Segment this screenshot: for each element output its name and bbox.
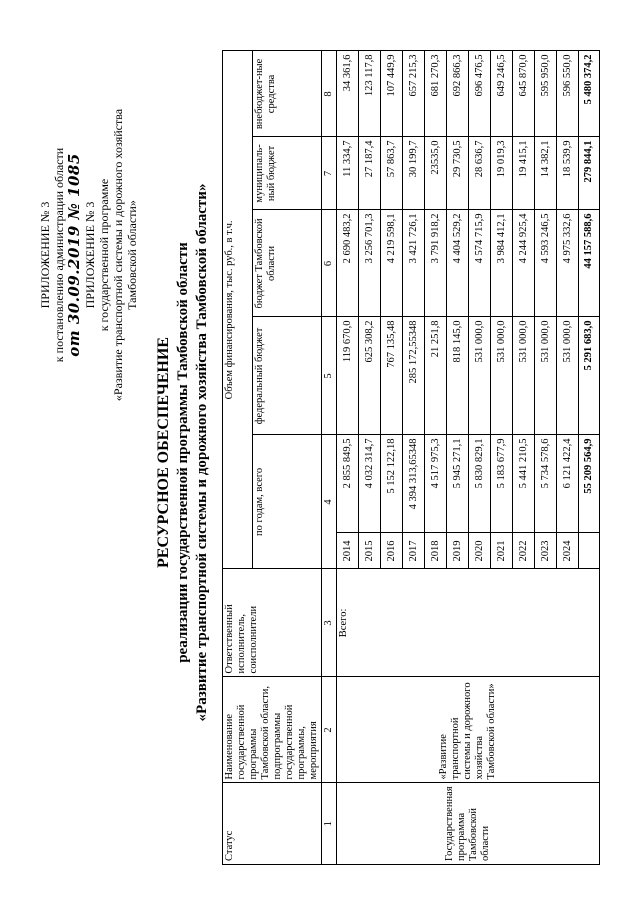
municipal-cell: 19 415,1 [513,137,535,210]
header-status: Статус [223,783,322,865]
resolution-ref: к постановлению администрации области [52,147,66,363]
regional-cell: 3 984 412,1 [491,210,513,317]
title-line-1: РЕСУРСНОЕ ОБЕСПЕЧЕНИЕ [155,337,172,568]
total-cell: 4 517 975,3 [425,435,447,533]
header-name: Наименование государственной программы Тамбовской области, подпрограммы государственной программы, мероприятия [223,677,322,783]
handwritten-date-number: от 30.09.2019 № 1085 [65,153,83,357]
federal-cell: 625 308,2 [359,317,381,435]
col-number: 4 [322,435,337,569]
federal-cell: 119 670,0 [337,317,359,435]
federal-cell: 767 135,48 [381,317,403,435]
year-cell: 2023 [535,533,557,569]
appendix-label-2: ПРИЛОЖЕНИЕ № 3 [83,201,97,309]
extra-cell: 596 550,0 [557,51,579,137]
regional-cell: 4 593 246,5 [535,210,557,317]
col-number: 5 [322,317,337,435]
year-cell: 2021 [491,533,513,569]
col-number: 6 [322,210,337,317]
federal-cell: 818 145,0 [447,317,469,435]
municipal-cell: 28 636,7 [469,137,491,210]
total-cell: 5 830 829,1 [469,435,491,533]
year-cell: 2019 [447,533,469,569]
grand-total-cell: 55 209 564,9 [579,435,600,533]
year-cell: 2022 [513,533,535,569]
municipal-cell: 14 382,1 [535,137,557,210]
municipal-cell: 11 334,7 [337,137,359,210]
grand-municipal-cell: 279 844,1 [579,137,600,210]
federal-cell: 531 000,0 [469,317,491,435]
municipal-cell: 18 539,9 [557,137,579,210]
appendix-header [38,40,139,470]
regional-cell: 4 219 598,1 [381,210,403,317]
total-cell: 2 855 849,5 [337,435,359,533]
program-name-line1: «Развитие транспортной системы и дорожного хозяйства [111,108,125,402]
year-cell-empty [579,533,600,569]
total-cell: 4 394 313,65348 [403,435,425,533]
header-row-1 [223,51,253,865]
program-name-line2: Тамбовской области» [125,200,139,310]
title-line-3: «Развитие транспортной системы и дорожного хозяйства Тамбовской области» [194,183,210,722]
extra-cell: 681 270,3 [425,51,447,137]
extra-cell: 645 870,0 [513,51,535,137]
program-name-cell: «Развитие транспортной системы и дорожного хозяйства Тамбовской области» [337,677,600,783]
year-cell: 2014 [337,533,359,569]
grand-extra-cell: 5 480 374,2 [579,51,600,137]
col-number: 7 [322,137,337,210]
extra-cell: 649 246,5 [491,51,513,137]
total-cell: 4 032 314,7 [359,435,381,533]
col-number: 3 [322,569,337,677]
extra-cell: 595 950,0 [535,51,557,137]
funding-table [222,50,600,865]
regional-cell: 4 404 529,2 [447,210,469,317]
year-cell: 2018 [425,533,447,569]
regional-cell: 4 975 332,6 [557,210,579,317]
col-number: 2 [322,677,337,783]
status-cell: Государственная программа Тамбовской области [337,783,600,865]
regional-cell: 3 256 701,3 [359,210,381,317]
year-cell: 2024 [557,533,579,569]
total-cell: 5 734 578,6 [535,435,557,533]
appendix-label: ПРИЛОЖЕНИЕ № 3 [38,201,52,309]
header-by-years: по годам, всего [253,435,322,569]
regional-cell: 4 244 925,4 [513,210,535,317]
municipal-cell: 29 730,5 [447,137,469,210]
municipal-cell: 57 863,7 [381,137,403,210]
extra-cell: 123 117,8 [359,51,381,137]
total-cell: 5 183 677,9 [491,435,513,533]
document-title [154,0,212,905]
federal-cell: 531 000,0 [557,317,579,435]
year-cell: 2020 [469,533,491,569]
extra-cell: 657 215,3 [403,51,425,137]
table-row [337,51,359,865]
federal-cell: 285 172,55348 [403,317,425,435]
federal-cell: 531 000,0 [513,317,535,435]
extra-cell: 696 476,5 [469,51,491,137]
municipal-cell: 27 187,4 [359,137,381,210]
federal-cell: 531 000,0 [491,317,513,435]
executor-cell: Всего: [337,569,600,677]
program-ref: к государственной программе [97,178,111,332]
title-line-2: реализации государственной программы Тамбовской области [175,242,191,663]
extra-cell: 34 361,6 [337,51,359,137]
total-cell: 5 152 122,18 [381,435,403,533]
regional-cell: 4 574 715,9 [469,210,491,317]
header-federal: федеральный бюджет [253,317,322,435]
extra-cell: 692 866,3 [447,51,469,137]
year-cell: 2015 [359,533,381,569]
header-volume: Объем финансирования, тыс. руб., в т.ч. [223,51,253,569]
municipal-cell: 23535,0 [425,137,447,210]
total-cell: 6 121 422,4 [557,435,579,533]
extra-cell: 107 449,9 [381,51,403,137]
grand-federal-cell: 5 291 683,0 [579,317,600,435]
total-cell: 5 945 271,1 [447,435,469,533]
municipal-cell: 30 199,7 [403,137,425,210]
header-municipal: муниципаль-ный бюджет [253,137,322,210]
col-number: 1 [322,783,337,865]
regional-cell: 3 791 918,2 [425,210,447,317]
header-executor: Ответственный исполнитель, соисполнители [223,569,322,677]
grand-regional-cell: 44 157 588,6 [579,210,600,317]
municipal-cell: 19 019,3 [491,137,513,210]
column-number-row [322,51,337,865]
total-cell: 5 441 210,5 [513,435,535,533]
year-cell: 2016 [381,533,403,569]
federal-cell: 531 000,0 [535,317,557,435]
regional-cell: 2 690 483,2 [337,210,359,317]
year-cell: 2017 [403,533,425,569]
col-number: 8 [322,51,337,137]
header-regional: бюджет Тамбовской области [253,210,322,317]
federal-cell: 21 251,8 [425,317,447,435]
regional-cell: 3 421 726,1 [403,210,425,317]
header-extra: внебюджет-ные средства [253,51,322,137]
